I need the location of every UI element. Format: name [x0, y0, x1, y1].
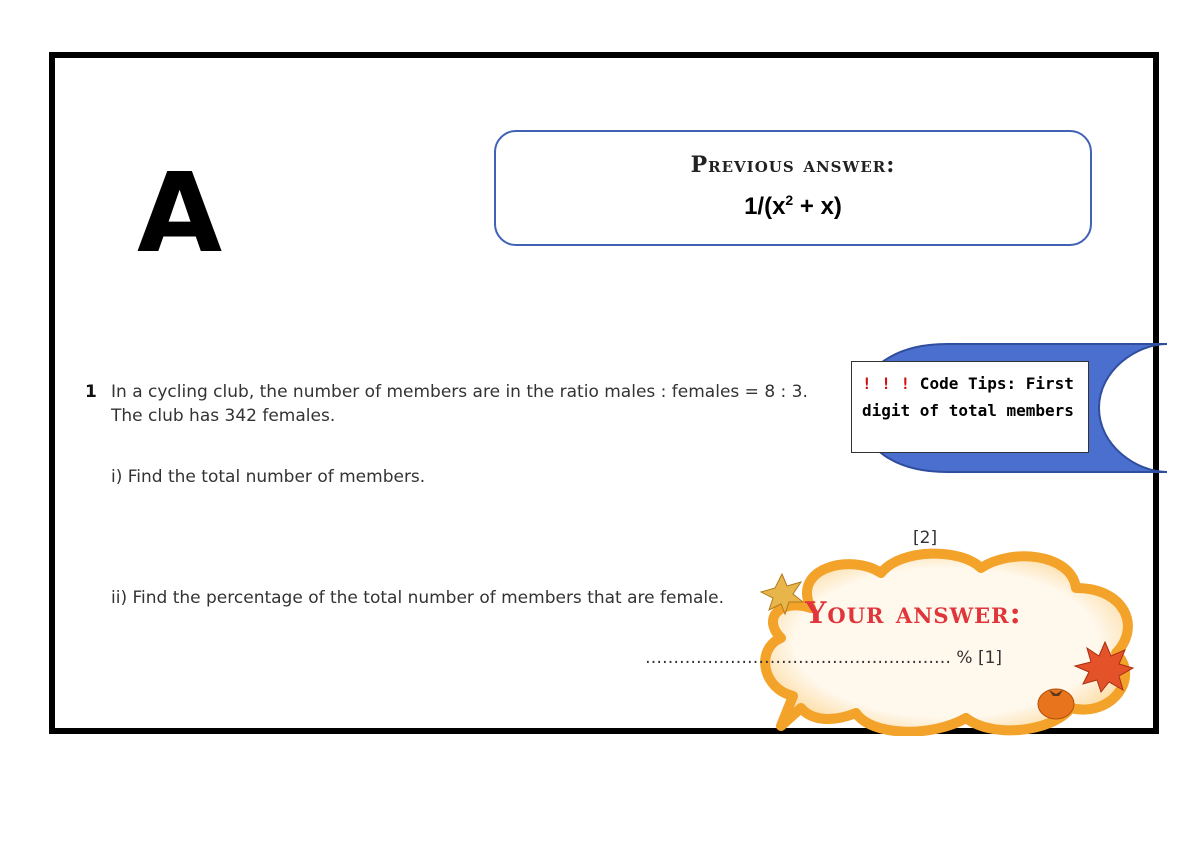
leaf-icon [759, 572, 805, 616]
previous-answer-title: Previous answer: [690, 152, 896, 178]
tip-exclamations: ! ! ! [862, 374, 911, 393]
question-part-2: ii) Find the percentage of the total number of members that are female. [111, 588, 725, 608]
previous-answer-suffix: + x) [793, 193, 842, 220]
your-answer-label: Your answer: [805, 596, 1022, 631]
card-letter: A [137, 149, 223, 277]
part-1-marks: [2] [913, 528, 938, 548]
question-number: 1 [85, 382, 97, 402]
tip-line-1: Code Tips: First [910, 374, 1074, 393]
previous-answer-box [494, 130, 1092, 246]
code-tip-box [851, 361, 1089, 453]
question-line-2: The club has 342 females. [111, 406, 336, 426]
worksheet-card [49, 52, 1159, 734]
previous-answer-exponent: 2 [785, 192, 794, 208]
persimmon-icon [1035, 680, 1077, 722]
question-part-1: i) Find the total number of members. [111, 467, 426, 487]
previous-answer-prefix: 1/(x [744, 193, 786, 220]
answer-line: ……………………………………………… % [1] [645, 648, 1003, 668]
question-line-1: In a cycling club, the number of members are in the ratio males : females = 8 : 3. [111, 382, 808, 402]
previous-answer-value [496, 192, 1090, 221]
tip-line-2: digit of total members [862, 401, 1074, 420]
